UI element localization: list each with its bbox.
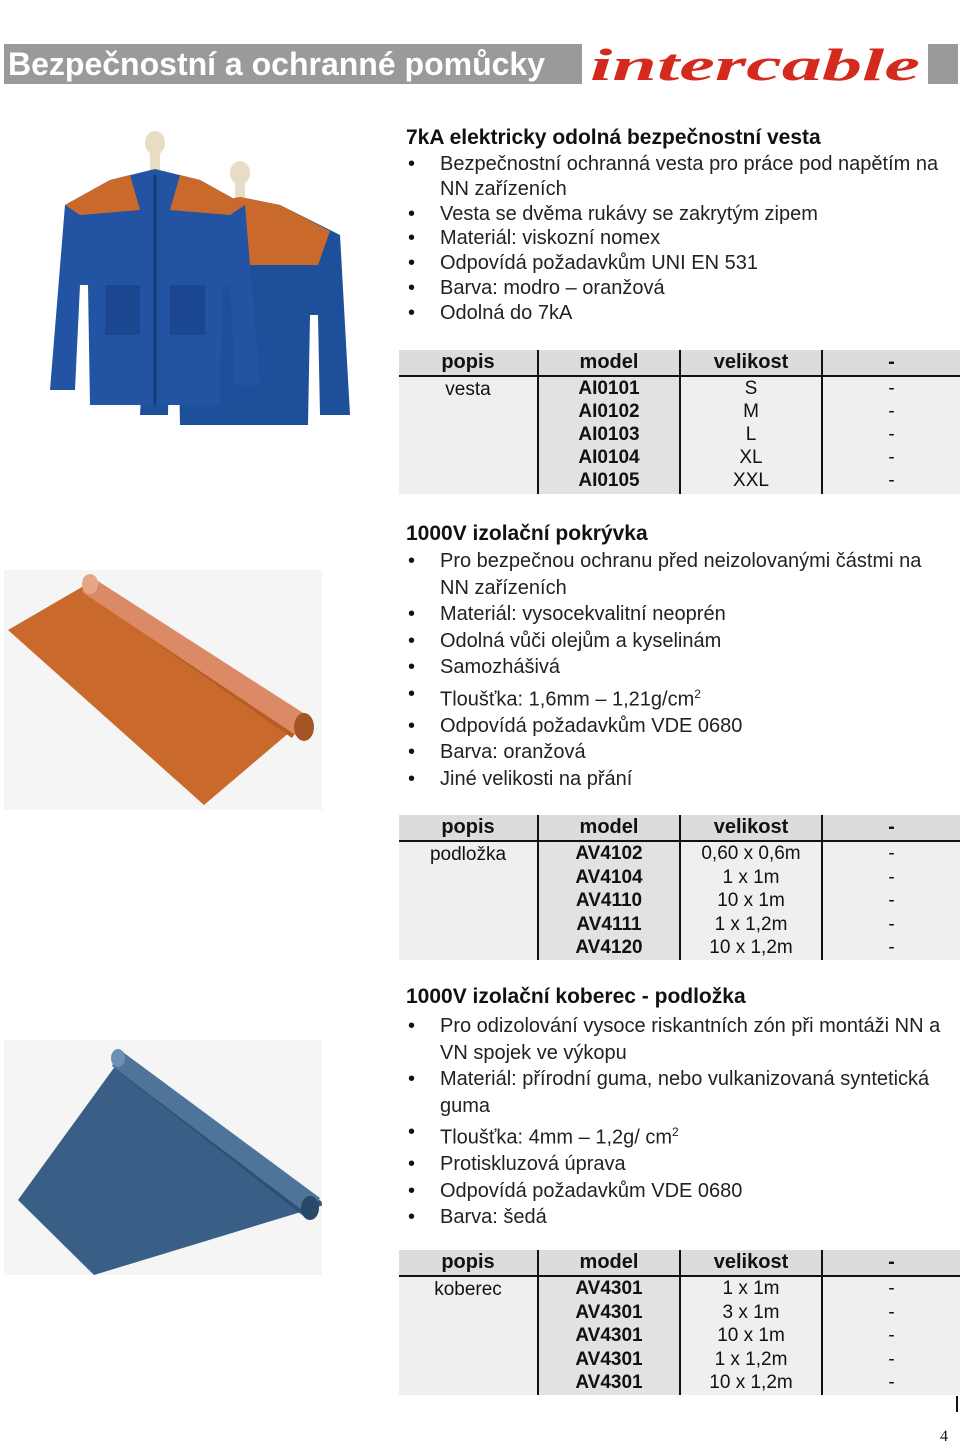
table-header: - [822,1250,960,1276]
page-marker [956,1396,958,1412]
list-item: • Odolná vůči olejům a kyselinám [406,628,954,655]
model-value: AV4110 [575,890,643,911]
product-title-mat: 1000V izolační koberec - podložka [406,985,746,1008]
orange-blanket-image [4,570,322,810]
table-cell-model [538,1276,680,1395]
list-item: • Barva: šedá [406,1204,954,1231]
list-item: • Materiál: viskozní nomex [406,226,954,251]
table-cell-extra [822,1276,960,1395]
table-cell-model [538,376,680,494]
size-value: S [744,378,758,399]
extra-value: - [888,1325,895,1346]
list-item: • Odolná do 7kA [406,301,954,326]
size-value: 1 x 1,2m [714,1348,788,1370]
page-title: Bezpečnostní a ochranné pomůcky [8,46,546,82]
model-value: AV4301 [575,1325,643,1346]
vest-features-list [406,152,954,326]
size-value: 10 x 1,2m [709,1372,793,1393]
product-title-blanket: 1000V izolační pokrývka [406,522,648,545]
table-cell-extra [822,376,960,494]
list-item: • Samozhášivá [406,654,954,681]
list-item: • Odpovídá požadavkům VDE 0680 [406,1178,954,1205]
table-cell-popis: koberec [399,1276,538,1395]
size-value: 1 x 1m [722,1278,780,1299]
blanket-table [399,815,960,960]
extra-value: - [888,447,895,468]
extra-value: - [888,1301,895,1323]
model-value: AV4301 [575,1348,643,1370]
list-item: • Pro bezpečnou ochranu před neizolovanými částmi na NN zařízeních [406,548,954,601]
thickness-text: Tloušťka: 4mm – 1,2g/ cm [440,1126,673,1149]
model-value: AI0104 [578,447,640,468]
size-value: L [745,424,757,445]
table-header: - [822,815,960,841]
table-header: popis [399,815,538,841]
table-cell-size [680,841,822,960]
table-cell-popis: podložka [399,841,538,960]
list-item: • Protiskluzová úprava [406,1151,954,1178]
size-value: 1 x 1m [722,866,780,888]
extra-value: - [888,937,895,958]
table-header: velikost [680,815,822,841]
table-header: popis [399,1250,538,1276]
list-item: • Barva: oranžová [406,739,954,766]
list-item: • Odpovídá požadavkům VDE 0680 [406,713,954,740]
extra-value: - [888,470,895,491]
model-value: AV4120 [575,937,643,958]
superscript: 2 [672,1125,679,1139]
table-cell-size [680,1276,822,1395]
extra-value: - [888,401,895,422]
model-value: AV4102 [575,843,643,864]
model-value: AV4301 [575,1372,643,1393]
size-value: XL [739,447,763,468]
size-value: 10 x 1m [717,890,785,911]
model-value: AI0105 [578,470,640,491]
list-item: • Barva: modro – oranžová [406,276,954,301]
model-value: AV4301 [575,1301,643,1323]
extra-value: - [888,1372,895,1393]
list-item [406,681,954,713]
table-cell-model [538,841,680,960]
table-header: - [822,350,960,376]
list-item: • Jiné velikosti na přání [406,766,954,793]
size-value: XXL [733,470,769,491]
model-value: AV4301 [575,1278,643,1299]
extra-value: - [888,378,895,399]
size-value: 10 x 1,2m [709,937,793,958]
extra-value: - [888,424,895,445]
model-value: AV4104 [575,866,643,888]
list-item: • Materiál: vysocekvalitní neoprén [406,601,954,628]
extra-value: - [888,890,895,911]
size-value: 0,60 x 0,6m [701,843,801,864]
vest-image [40,125,358,443]
blanket-features-list [406,548,954,792]
product-title-vest: 7kA elektricky odolná bezpečnostní vesta [406,126,821,149]
superscript: 2 [694,686,701,701]
table-cell-size [680,376,822,494]
table-header: model [538,1250,680,1276]
table-cell-popis: vesta [399,376,538,494]
list-item: • Bezpečnostní ochranná vesta pro práce pod napětím na NN zařízeních [406,152,954,202]
vest-table [399,350,960,494]
page-number: 4 [940,1428,948,1445]
size-value: 10 x 1m [717,1325,785,1346]
list-item [406,1119,954,1151]
mat-features-list [406,1013,954,1231]
size-value: M [743,401,759,422]
table-header: model [538,350,680,376]
list-item: • Odpovídá požadavkům UNI EN 531 [406,251,954,276]
list-item: • Vesta se dvěma rukávy se zakrytým zipem [406,202,954,227]
blue-mat-image [4,1040,322,1275]
extra-value: - [888,913,895,935]
table-header: velikost [680,350,822,376]
model-value: AV4111 [576,913,642,935]
model-value: AI0101 [578,378,640,399]
mat-table [399,1250,960,1395]
size-value: 3 x 1m [722,1301,780,1323]
extra-value: - [888,1278,895,1299]
thickness-text: Tloušťka: 1,6mm – 1,21g/cm [440,688,695,711]
model-value: AI0102 [578,401,640,422]
table-header: velikost [680,1250,822,1276]
intercable-logo [582,42,928,90]
table-header: popis [399,350,538,376]
table-cell-extra [822,841,960,960]
list-item: • Materiál: přírodní guma, nebo vulkanizovaná syntetická guma [406,1066,954,1119]
extra-value: - [888,843,895,864]
logo-text: intercable [590,42,920,90]
extra-value: - [888,866,895,888]
model-value: AI0103 [578,424,640,445]
size-value: 1 x 1,2m [714,913,788,935]
table-header: model [538,815,680,841]
list-item: • Pro odizolování vysoce riskantních zón při montáži NN a VN spojek ve výkopu [406,1013,954,1066]
extra-value: - [888,1348,895,1370]
